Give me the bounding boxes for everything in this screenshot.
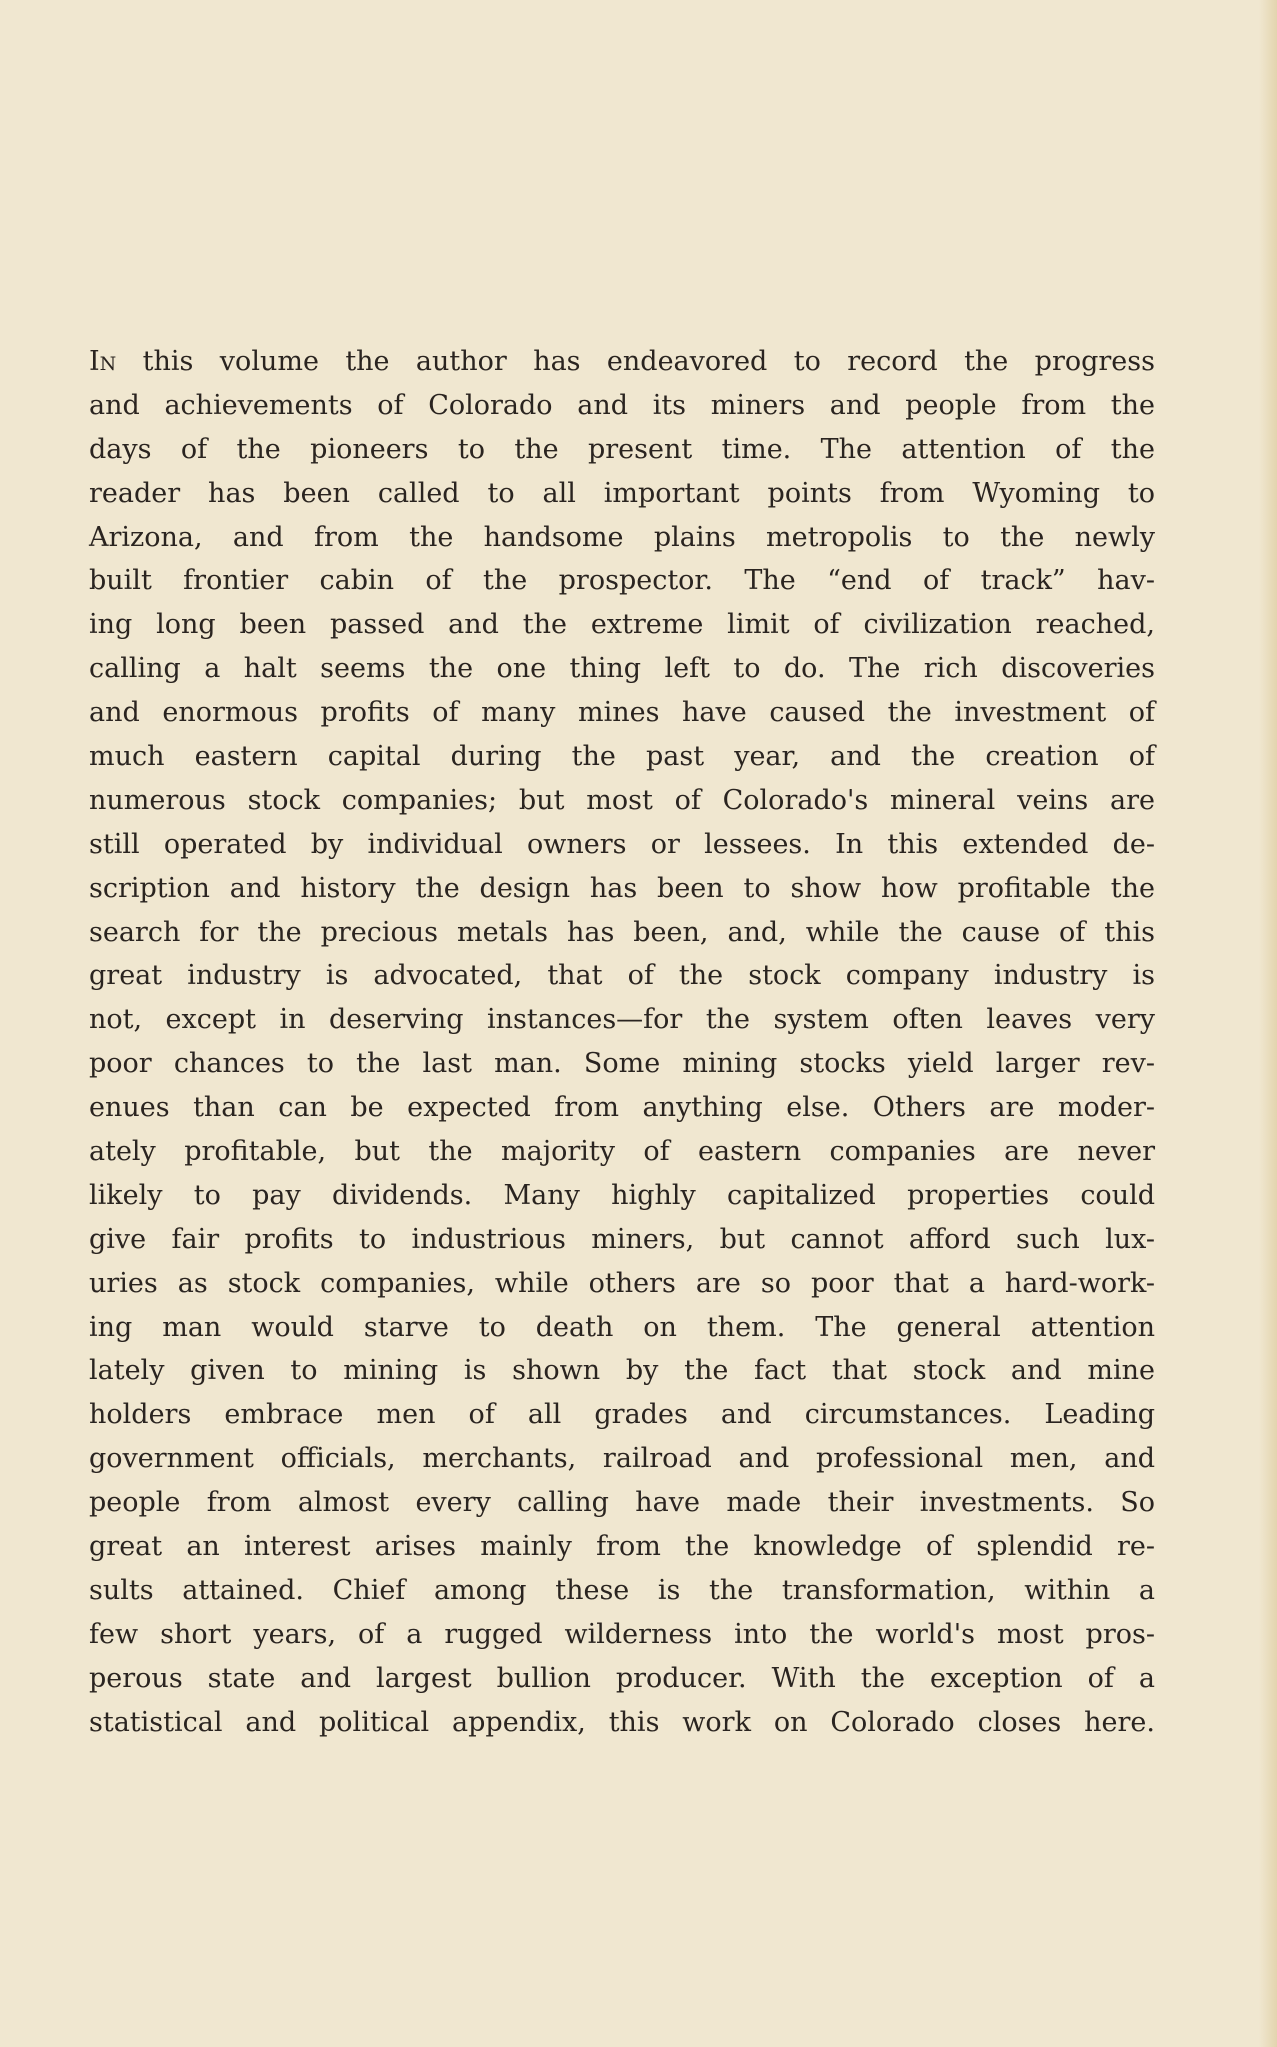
line-text: enues than can be expected from anything else. Others are moder- <box>89 1092 1155 1124</box>
text-line <box>89 472 1155 516</box>
line-text: search for the precious metals has been, and, while the cause of this <box>89 916 1155 948</box>
line-text: built frontier cabin of the prospector. The “end of track” hav- <box>89 565 1155 597</box>
line-text: few short years, of a rugged wilderness into the world's most pros- <box>89 1618 1155 1650</box>
text-line <box>89 603 1155 647</box>
text-line <box>89 823 1155 867</box>
text-line <box>89 867 1155 911</box>
text-line <box>89 1042 1155 1086</box>
line-text: poor chances to the last man. Some mining stocks yield larger rev- <box>89 1048 1155 1080</box>
line-text: ing man would starve to death on them. The general attention <box>89 1311 1155 1343</box>
line-text: great an interest arises mainly from the knowledge of splendid re- <box>89 1531 1155 1563</box>
line-text: sults attained. Chief among these is the transformation, within a <box>89 1574 1155 1606</box>
text-line <box>89 1086 1155 1130</box>
text-line <box>89 1130 1155 1174</box>
line-text: ing long been passed and the extreme limit of civilization reached, <box>89 609 1155 641</box>
text-line <box>89 1701 1155 1745</box>
line-text: Arizona, and from the handsome plains metropolis to the newly <box>89 521 1155 553</box>
line-text: scription and history the design has been to show how profitable the <box>89 872 1155 904</box>
line-text: not, except in deserving instances—for the system often leaves very <box>89 1004 1155 1036</box>
text-line <box>89 998 1155 1042</box>
line-text: days of the pioneers to the present time. The attention of the <box>89 433 1155 465</box>
line-text: much eastern capital during the past year, and the creation of <box>89 741 1155 773</box>
line-text: and achievements of Colorado and its miners and people from the <box>89 389 1155 421</box>
body-paragraph <box>89 340 1155 1745</box>
line-text: reader has been called to all important points from Wyoming to <box>89 477 1155 509</box>
text-line <box>89 384 1155 428</box>
text-line <box>89 647 1155 691</box>
text-line <box>89 691 1155 735</box>
text-line <box>89 1349 1155 1393</box>
text-line <box>89 516 1155 560</box>
text-line <box>89 954 1155 998</box>
line-text: people from almost every calling have made their investments. So <box>89 1487 1155 1519</box>
text-line <box>89 911 1155 955</box>
lead-word: In <box>89 346 117 377</box>
line-text: government officials, merchants, railroad and professional men, and <box>89 1443 1155 1475</box>
text-line <box>89 1481 1155 1525</box>
text-line <box>89 1306 1155 1350</box>
text-line <box>89 1262 1155 1306</box>
text-line <box>89 1393 1155 1437</box>
line-text: this volume the author has endeavored to record the progress <box>116 346 1155 377</box>
text-line <box>89 559 1155 603</box>
text-line <box>89 1174 1155 1218</box>
line-text: lately given to mining is shown by the fact that stock and mine <box>89 1355 1155 1387</box>
line-text: uries as stock companies, while others are so poor that a hard-work- <box>89 1267 1155 1299</box>
line-text: holders embrace men of all grades and circumstances. Leading <box>89 1399 1155 1431</box>
text-line <box>89 1218 1155 1262</box>
line-text: give fair profits to industrious miners, but cannot afford such lux- <box>89 1223 1155 1255</box>
line-text: statistical and political appendix, this work on Colorado closes here. <box>89 1706 1155 1738</box>
text-line <box>89 735 1155 779</box>
line-text: numerous stock companies; but most of Colorado's mineral veins are <box>89 784 1155 816</box>
line-text: great industry is advocated, that of the stock company industry is <box>89 960 1155 992</box>
line-text: perous state and largest bullion producer. With the exception of a <box>89 1662 1155 1694</box>
text-line <box>89 1657 1155 1701</box>
text-line <box>89 340 1155 384</box>
line-text: calling a halt seems the one thing left to do. The rich discoveries <box>89 653 1155 685</box>
line-text: likely to pay dividends. Many highly capitalized properties could <box>89 1179 1155 1211</box>
line-text: and enormous profits of many mines have caused the investment of <box>89 697 1155 729</box>
text-line <box>89 779 1155 823</box>
text-line <box>89 428 1155 472</box>
text-line <box>89 1525 1155 1569</box>
text-line <box>89 1613 1155 1657</box>
line-text: still operated by individual owners or lessees. In this extended de- <box>89 828 1155 860</box>
page-edge-shadow <box>1259 0 1277 2047</box>
text-line <box>89 1437 1155 1481</box>
line-text: ately profitable, but the majority of eastern companies are never <box>89 1136 1155 1168</box>
text-line <box>89 1569 1155 1613</box>
